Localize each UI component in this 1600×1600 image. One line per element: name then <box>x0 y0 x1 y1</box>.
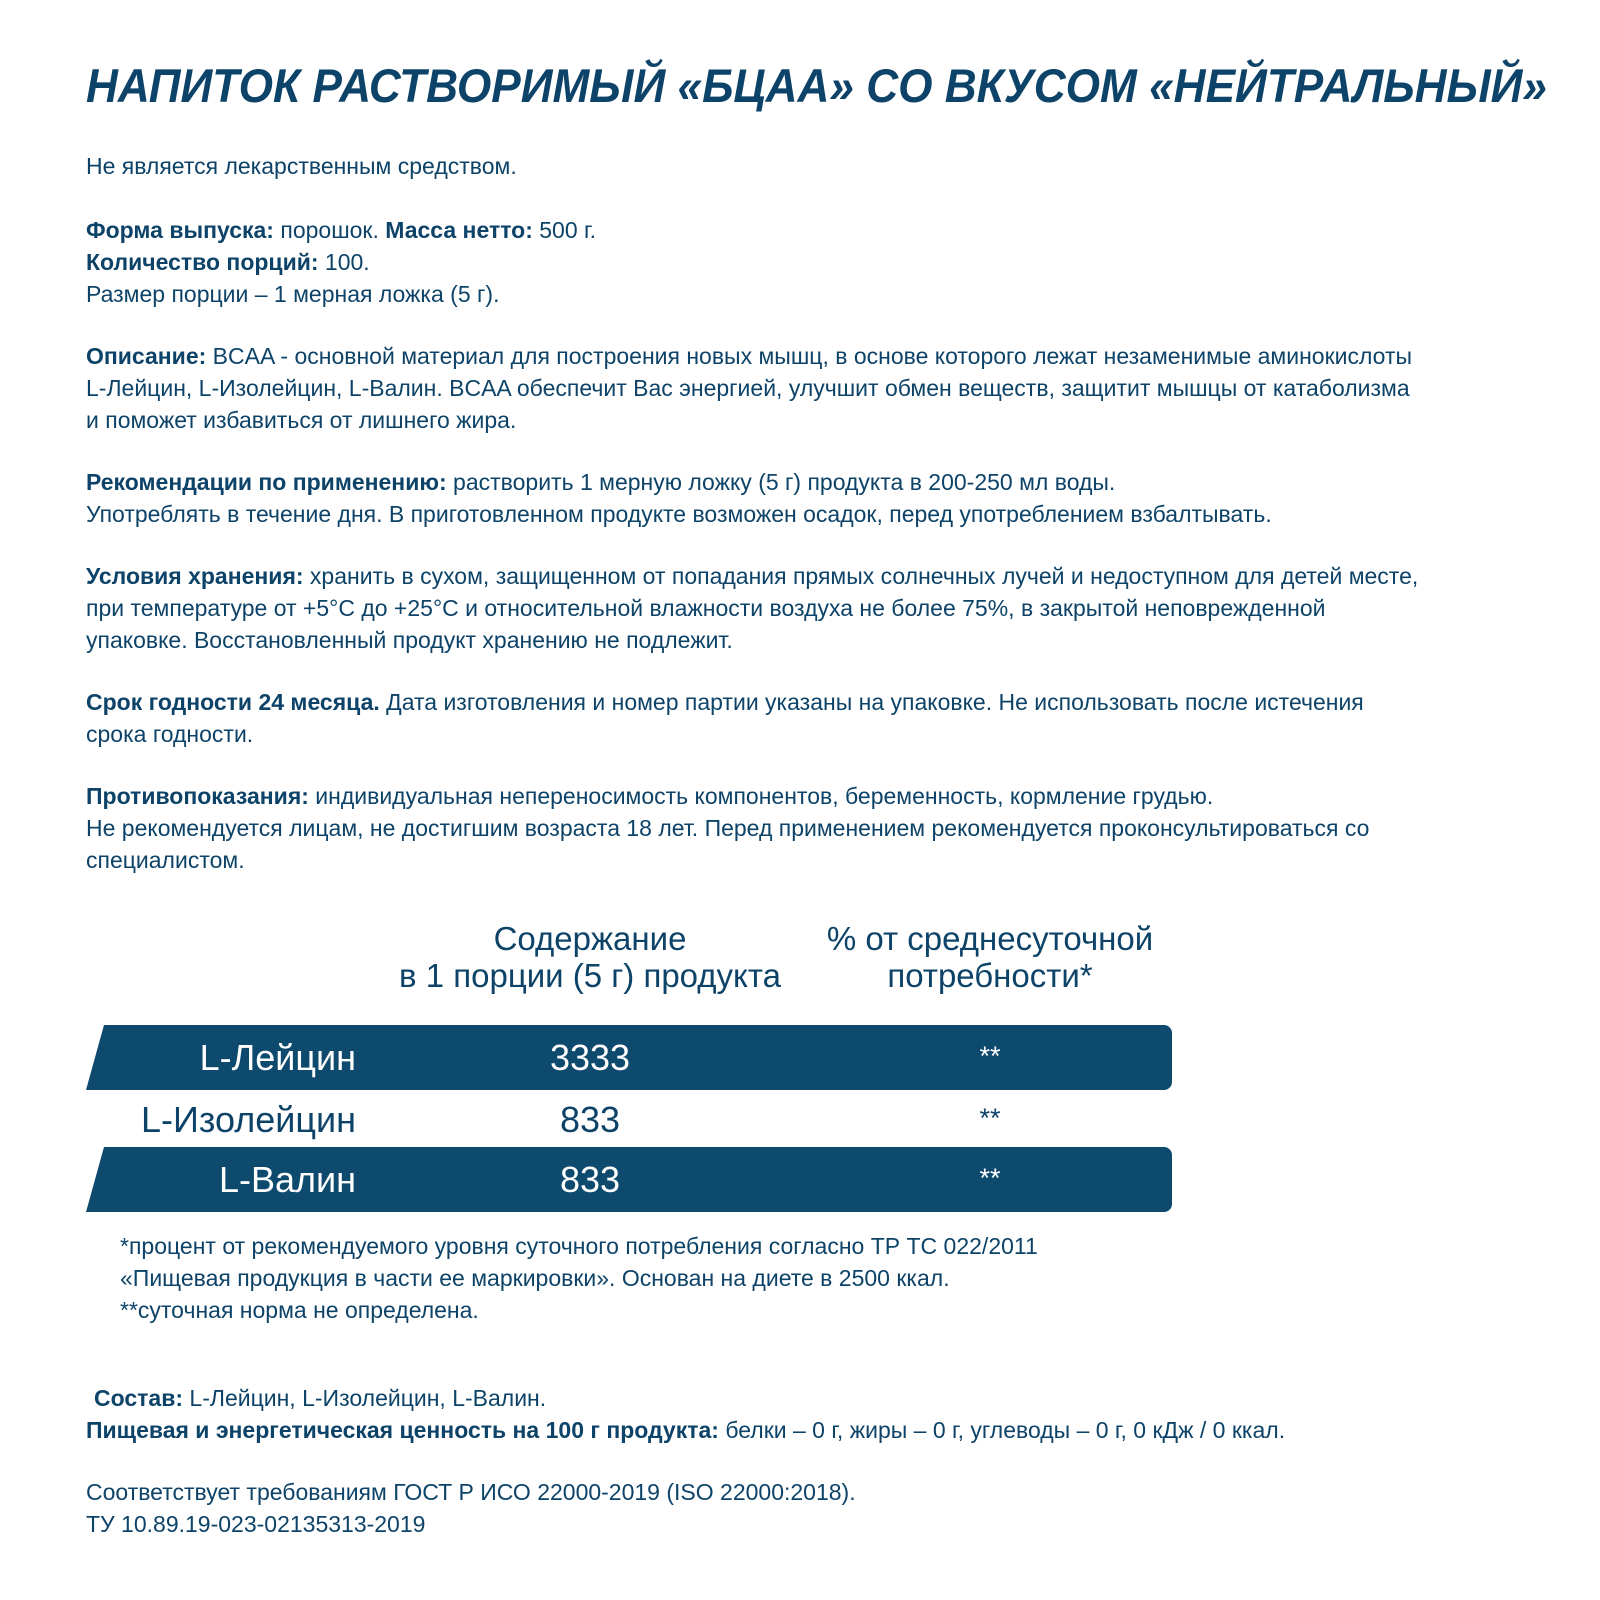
portion-size: Размер порции – 1 мерная ложка (5 г). <box>86 281 500 307</box>
row-3-percent: ** <box>979 1163 1001 1193</box>
mass-label: Масса нетто: <box>385 217 533 243</box>
shelf-life-line-2: срока годности. <box>86 721 254 747</box>
shelf-life-line-1: Дата изготовления и номер партии указаны на упаковке. Не использовать после истечения <box>379 689 1364 715</box>
standards-line-1: Соответствует требованиям ГОСТ Р ИСО 22000-2019 (ISO 22000:2018). <box>86 1479 856 1505</box>
row-2-percent: ** <box>979 1103 1001 1133</box>
contraindications-line-3: специалистом. <box>86 847 245 873</box>
storage-label: Условия хранения: <box>86 563 304 589</box>
disclaimer: Не является лекарственным средством. <box>86 153 517 179</box>
description-line-3: и поможет избавиться от лишнего жира. <box>86 407 517 433</box>
table-header-content-line-2: в 1 порции (5 г) продукта <box>399 957 781 994</box>
storage-line-2: при температуре от +5°C до +25°C и относительной влажности воздуха не более 75%, в закрытой неповрежденной <box>86 595 1326 621</box>
storage-line-3: упаковке. Восстановленный продукт хранению не подлежит. <box>86 627 733 653</box>
composition-block <box>86 1382 1556 1446</box>
description-line-2: L-Лейцин, L-Изолейцин, L-Валин. BCAA обеспечит Вас энергией, улучшит обмен веществ, защитит мышцы от катаболизма <box>86 375 1410 401</box>
description-label: Описание: <box>86 343 207 369</box>
portions-label: Количество порций: <box>86 249 319 275</box>
mass-value: 500 г. <box>532 217 597 243</box>
table-header-percent <box>810 920 1170 994</box>
contraindications-block <box>86 780 1556 876</box>
usage-line-2: Употреблять в течение дня. В приготовленном продукте возможен осадок, перед употреблением взбалтывать. <box>86 501 1272 527</box>
contraindications-line-1: индивидуальная непереносимость компонентов, беременность, кормление грудью. <box>308 783 1214 809</box>
product-form-block <box>86 214 1556 310</box>
shelf-life-label: Срок годности 24 месяца. <box>86 689 380 715</box>
usage-label: Рекомендации по применению: <box>86 469 447 495</box>
row-2-value: 833 <box>559 1099 621 1140</box>
row-1-percent: ** <box>979 1041 1001 1071</box>
footnote-line-2: «Пищевая продукция в части ее маркировки». Основан на диете в 2500 ккал. <box>120 1265 950 1291</box>
row-1-name: L-Лейцин <box>199 1037 356 1078</box>
row-3-value: 833 <box>559 1159 621 1200</box>
usage-line-1: растворить 1 мерную ложку (5 г) продукта в 200-250 мл воды. <box>446 469 1116 495</box>
footnotes <box>120 1230 1320 1326</box>
nutrition-value: белки – 0 г, жиры – 0 г, углеводы – 0 г, 0 кДж / 0 ккал. <box>718 1417 1286 1443</box>
row-1-value: 3333 <box>549 1037 631 1078</box>
table-header-percent-line-2: потребности* <box>887 957 1093 994</box>
composition-label: Состав: <box>94 1385 184 1411</box>
portions-line <box>86 246 1556 278</box>
page-title: НАПИТОК РАСТВОРИМЫЙ «БЦАА» СО ВКУСОМ «НЕЙТРАЛЬНЫЙ» <box>86 59 1548 112</box>
row-2-name: L-Изолейцин <box>141 1099 356 1140</box>
contraindications-label: Противопоказания: <box>86 783 309 809</box>
storage-block <box>86 560 1556 656</box>
form-line <box>86 214 1556 246</box>
form-value: порошок. <box>273 217 386 243</box>
row-3-name: L-Валин <box>218 1159 356 1200</box>
table-header-content-line-1: Содержание <box>493 920 687 957</box>
standards-block <box>86 1476 1556 1540</box>
composition-value: L-Лейцин, L-Изолейцин, L-Валин. <box>183 1385 547 1411</box>
storage-line-1: хранить в сухом, защищенном от попадания прямых солнечных лучей и недоступном для детей месте, <box>303 563 1419 589</box>
nutrition-label: Пищевая и энергетическая ценность на 100 г продукта: <box>86 1417 719 1443</box>
portions-value: 100. <box>318 249 370 275</box>
table-header-percent-line-1: % от среднесуточной <box>826 920 1154 957</box>
usage-block <box>86 466 1556 530</box>
description-block <box>86 340 1556 436</box>
description-line-1: BCAA - основной материал для построения новых мышц, в основе которого лежат незаменимые аминокислоты <box>206 343 1413 369</box>
standards-line-2: ТУ 10.89.19-023-02135313-2019 <box>86 1511 426 1537</box>
contraindications-line-2: Не рекомендуется лицам, не достигшим возраста 18 лет. Перед применением рекомендуется проконсультироваться со <box>86 815 1370 841</box>
table-header-content <box>370 920 810 994</box>
footnote-line-1: *процент от рекомендуемого уровня суточного потребления согласно ТР ТС 022/2011 <box>120 1233 1038 1259</box>
form-label: Форма выпуска: <box>86 217 274 243</box>
footnote-line-3: **суточная норма не определена. <box>120 1297 479 1323</box>
shelf-life-block <box>86 686 1556 750</box>
